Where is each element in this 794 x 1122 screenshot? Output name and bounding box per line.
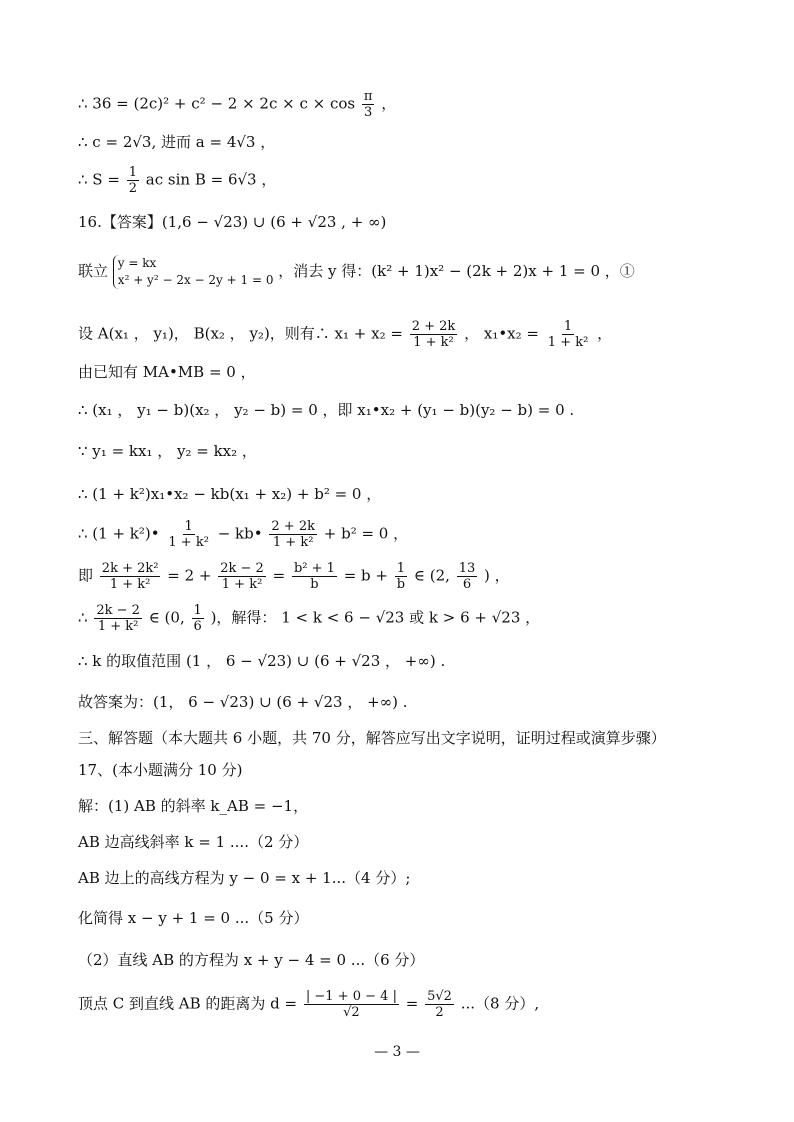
line-21: 化简得 x − y + 1 = 0 ...（5 分） <box>78 909 309 927</box>
page-number: — 3 — <box>374 1044 420 1060</box>
line-14: ∴ k 的取值范围 (1 ， 6 − √23) ∪ (6 + √23 ， +∞) . <box>78 652 446 670</box>
line-13: ∴ $\frac{2k - 2}{\text{1 + k²}}$ ∈ (0, $\frac{1}{6}$ )，解得： 1 < k < 6 − √23 或 k > 6 + √23 ， <box>78 603 541 634</box>
section-heading: 三、解答题（本大题共 6 小题，共 70 分，解答应写出文字说明，证明过程或演算步骤） <box>78 729 666 747</box>
fraction: $\frac{2k - 2}{\text{1 + k²}}$ <box>220 561 264 592</box>
line-12: 即 $\frac{\text{2k + 2k²}}{\text{1 + k²}}$ = 2 + $\frac{2k - 2}{\text{1 + k²}}$ = $\frac{\text{b² + 1}}{b}$ = b + $\frac{1}{b}$ ∈ (2, $\frac{13}{6}$ ) ， <box>78 561 510 592</box>
fraction: $\frac{1}{2}$ <box>128 165 137 196</box>
line-8: ∴ (x₁ ， y₁ − b)(x₂ ， y₂ − b) = 0 ，即 x₁•x₂ + (y₁ − b)(y₂ − b) = 0 . <box>78 401 575 419</box>
fraction: $\frac{| -1 + 0 - 4 |}{√2}$ <box>305 989 397 1020</box>
line-22: （2）直线 AB 的方程为 x + y − 4 = 0 ...（6 分） <box>78 951 425 969</box>
fraction: $\frac{13}{6}$ <box>458 561 476 592</box>
line-2: ∴ c = 2√3, 进而 a = 4√3 ， <box>78 133 276 151</box>
fraction: $\frac{2 + 2k}{\text{1 + k²}}$ <box>271 519 315 550</box>
line-23: 顶点 C 到直线 AB 的距离为 d = $\frac{| -1 + 0 - 4 |}{√2}$ = $\frac{5√2}{2}$ ...（8 分）, <box>78 989 540 1020</box>
line-19: AB 边高线斜率 k = 1 ....（2 分） <box>78 833 309 851</box>
line-3: ∴ S = $\frac{1}{2}$ ac sin B = 6√3 ， <box>78 165 277 196</box>
fraction: $\frac{\pi}{3}$ <box>363 89 373 120</box>
line-7: 由已知有 MA•MB = 0 ， <box>78 363 256 381</box>
fraction: $\frac{1}{b}$ <box>396 561 406 592</box>
line-20: AB 边上的高线方程为 y − 0 = x + 1...（4 分）; <box>78 869 411 887</box>
line-15: 故答案为：(1， 6 − √23) ∪ (6 + √23 ， +∞) . <box>78 693 408 711</box>
fraction: $\frac{1}{\text{1 + k²}}$ <box>168 519 209 550</box>
line-1: ∴ 36 = (2c)² + c² − 2 × 2c × c × cos $\frac{\pi}{3}$ ， <box>78 89 397 120</box>
fraction: $\frac{2k - 2}{\text{1 + k²}}$ <box>96 603 140 634</box>
fraction: $\frac{\text{b² + 1}}{b}$ <box>293 561 335 592</box>
line-11: ∴ (1 + k²)• $\frac{1}{\text{1 + k²}}$ − kb• $\frac{2 + 2k}{\text{1 + k²}}$ + b² = 0 ， <box>78 519 409 550</box>
line-18: 解：(1) AB 的斜率 k_AB = −1， <box>78 797 309 815</box>
fraction: $\frac{1}{6}$ <box>193 603 202 634</box>
equation-system: y = kx x² + y² − 2x − 2y + 1 = 0 <box>113 255 274 289</box>
line-10: ∴ (1 + k²)x₁•x₂ − kb(x₁ + x₂) + b² = 0 ， <box>78 485 382 503</box>
fraction: $\frac{2 + 2k}{\text{1 + k²}}$ <box>411 319 456 350</box>
fraction: $\frac{\text{2k + 2k²}}{\text{1 + k²}}$ <box>101 561 159 592</box>
line-5: 联立 y = kx x² + y² − 2x − 2y + 1 = 0 ，消去 y 得：(k² + 1)x² − (2k + 2)x + 1 = 0 ，① <box>78 256 635 287</box>
problem-17-heading: 17、(本小题满分 10 分) <box>78 761 243 779</box>
line-4-answer: 16.【答案】(1,6 − √23) ∪ (6 + √23 , + ∞) <box>78 213 387 231</box>
line-6: 设 A(x₁ ， y₁)， B(x₂ ， y₂)，则有∴ x₁ + x₂ = $\frac{2 + 2k}{\text{1 + k²}}$ ， x₁•x₂ = $\frac{1}{\text{1 + k²}}$ ， <box>78 319 613 350</box>
fraction: $\frac{1}{\text{1 + k²}}$ <box>547 319 589 350</box>
fraction: $\frac{5√2}{2}$ <box>427 989 452 1020</box>
line-9: ∵ y₁ = kx₁ ， y₂ = kx₂ ， <box>78 442 257 460</box>
